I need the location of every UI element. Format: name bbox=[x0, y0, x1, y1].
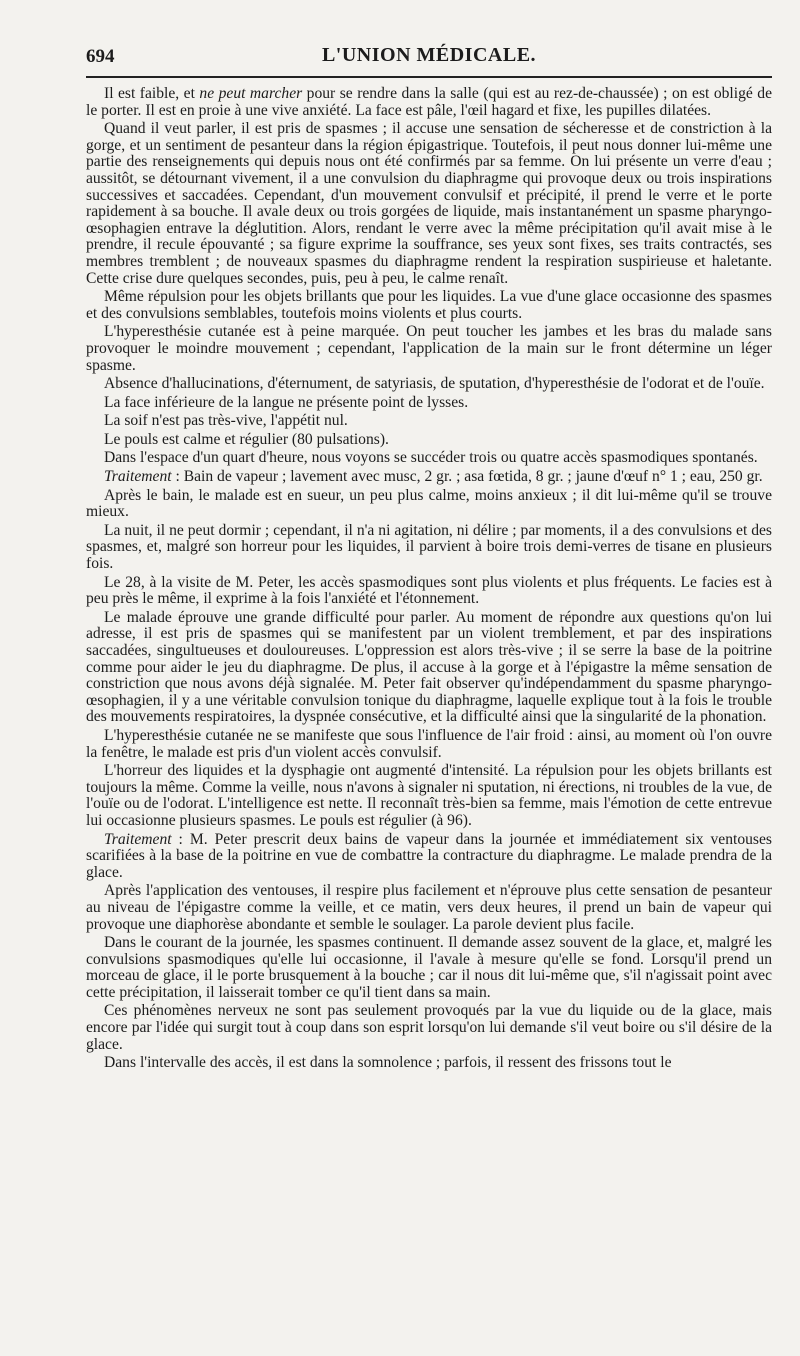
body-text bbox=[86, 86, 772, 1072]
paragraph bbox=[86, 289, 772, 322]
paragraph bbox=[86, 883, 772, 933]
paragraph-text: pour se rendre dans la salle (qui est au rez-de-chaussée) ; on est obligé de le porter. Il est en proie à une vive anxiété. La face est pâle, l'œil hagard et fixe, les pupilles dilatées. bbox=[86, 85, 772, 119]
paragraph bbox=[86, 432, 772, 449]
paragraph-text: Après l'application des ventouses, il respire plus facilement et n'éprouve plus cette sensation de pesanteur au niveau de l'épigastre comme la veille, et ce matin, vers deux heures, il prend un bain de vapeur qui provoque une diaphorèse abondante et semble le soulager. La parole devient plus facile. bbox=[86, 882, 772, 933]
page-number: 694 bbox=[86, 46, 115, 67]
paragraph-text: Le malade éprouve une grande difficulté pour parler. Au moment de répondre aux questions qu'on lui adresse, il est pris de spasmes qui se manifestent par un violent tremblement, et par des inspirations saccadées, singultueuses et douloureuses. L'oppression est alors très-vive ; il se serre la base de la poitrine comme pour aider le jeu du diaphragme. De plus, il accuse à la gorge et à l'épigastre la même sensation de constriction que nous avons déjà signalée. M. Peter fait observer qu'indépendamment du spasme pharyngo-œsophagien, il y a une véritable convulsion tonique du diaphragme, laquelle explique tout à la fois le trouble des mouvements respiratoires, la dyspnée consécutive, et la difficulté ainsi que la singularité de la phonation. bbox=[86, 608, 772, 726]
paragraph bbox=[86, 324, 772, 374]
italic-phrase: Traitement bbox=[104, 830, 172, 848]
running-title: L'UNION MÉDICALE. bbox=[321, 44, 537, 66]
page-header bbox=[86, 36, 772, 78]
paragraph-text: Il est faible, et bbox=[104, 85, 200, 102]
paragraph-text: La nuit, il ne peut dormir ; cependant, il n'a ni agitation, ni délire ; par moments, il a des convulsions et des spasmes, et, malgré son horreur pour les liquides, il parvient à boire trois demi-verres de tisane en plusieurs fois. bbox=[86, 521, 772, 573]
paragraph-text: Dans le courant de la journée, les spasmes continuent. Il demande assez souvent de la glace, et, malgré les convulsions spasmodiques qu'elle lui occasionne, il l'avale à mesure qu'elle se fond. Lorsqu'il prend un morceau de glace, il le porte brusquement à la bouche ; car il nous dit lui-même que, s'il n'agissait point avec cette précipitation, il laisserait tomber ce qu'il tient dans sa main. bbox=[86, 934, 772, 1001]
paragraph bbox=[86, 395, 772, 412]
paragraph-text: : M. Peter prescrit deux bains de vapeur dans la journée et immédiatement six ventouses scarifiées à la base de la poitrine en vue de combattre la contracture du diaphragme. Le malade prendra de la glace. bbox=[86, 830, 772, 881]
paragraph bbox=[86, 376, 772, 393]
paragraph-text: : Bain de vapeur ; lavement avec musc, 2 gr. ; asa fœtida, 8 gr. ; jaune d'œuf n° 1 ; eau, 250 gr. bbox=[171, 468, 763, 486]
paragraph-text: Dans l'intervalle des accès, il est dans la somnolence ; parfois, il ressent des frissons tout le bbox=[104, 1054, 672, 1072]
italic-phrase: ne peut marcher bbox=[199, 85, 303, 102]
paragraph-text: La face inférieure de la langue ne présente point de lysses. bbox=[104, 393, 469, 411]
paragraph bbox=[86, 469, 772, 486]
italic-phrase: Traitement bbox=[104, 468, 172, 486]
paragraph-text: Le pouls est calme et régulier (80 pulsations). bbox=[104, 430, 389, 448]
paragraph-text: Absence d'hallucinations, d'éternument, de satyriasis, de sputation, d'hyperesthésie de l'odorat et de l'ouïe. bbox=[104, 375, 765, 393]
paragraph bbox=[86, 488, 772, 521]
paragraph bbox=[86, 523, 772, 573]
paragraph-text: Ces phénomènes nerveux ne sont pas seulement provoqués par la vue du liquide ou de la glace, mais encore par l'idée qui surgit tout à coup dans son esprit lorsqu'on lui demande s'il veut boire ou s'il désire de la glace. bbox=[86, 1002, 772, 1053]
paragraph-text: L'horreur des liquides et la dysphagie ont augmenté d'intensité. La répulsion pour les objets brillants est toujours la même. Comme la veille, nous n'avons à signaler ni sputation, ni érections, ni troubles de la vue, de l'ouïe ou de l'odorat. L'intelligence est nette. Il reconnaît très-bien sa femme, mais l'émotion de cette entrevue lui occasionne plusieurs spasmes. Le pouls est régulier (à 96). bbox=[86, 762, 772, 829]
paragraph bbox=[86, 763, 772, 829]
paragraph bbox=[86, 1055, 772, 1072]
paragraph bbox=[86, 728, 772, 761]
paragraph bbox=[86, 121, 772, 287]
paragraph bbox=[86, 575, 772, 608]
paragraph-text: L'hyperesthésie cutanée est à peine marquée. On peut toucher les jambes et les bras du malade sans provoquer le moindre mouvement ; cependant, l'application de la main sur le front détermine un léger spasme. bbox=[86, 323, 772, 374]
paragraph-text: Après le bain, le malade est en sueur, un peu plus calme, moins anxieux ; il dit lui-même qu'il se trouve mieux. bbox=[86, 486, 772, 521]
paragraph-text: Même répulsion pour les objets brillants que pour les liquides. La vue d'une glace occasionne des spasmes et des convulsions semblables, toutefois moins violents et plus courts. bbox=[86, 288, 772, 322]
paragraph bbox=[86, 935, 772, 1001]
paragraph-text: Le 28, à la visite de M. Peter, les accès spasmodiques sont plus violents et plus fréquents. Le facies est à peu près le même, il exprime à la fois l'anxiété et l'étonnement. bbox=[86, 573, 772, 608]
paragraph-text: Dans l'espace d'un quart d'heure, nous voyons se succéder trois ou quatre accès spasmodiques spontanés. bbox=[104, 449, 758, 467]
paragraph bbox=[86, 610, 772, 726]
paragraph bbox=[86, 413, 772, 430]
paragraph-text: L'hyperesthésie cutanée ne se manifeste que sous l'influence de l'air froid : ainsi, au moment où l'on ouvre la fenêtre, le malade est pris d'un violent accès convulsif. bbox=[86, 726, 772, 761]
paragraph-text: Quand il veut parler, il est pris de spasmes ; il accuse une sensation de sécheresse et de constriction à la gorge, et un sentiment de pesanteur dans la région épigastrique. Toutefois, il peut nous donner lui-même une partie des renseignements qui depuis nous ont été confirmés par sa femme. On lui présente un verre d'eau ; aussitôt, se détournant vivement, il a une convulsion du diaphragme qui provoque deux ou trois inspirations successives et saccadées. Cependant, d'un mouvement convulsif et précipité, il prend le verre et le porte rapidement à sa bouche. Il avale deux ou trois gorgées de liquide, mais instantanément un spasme pharyngo-œsophagien entrave la déglutition. Alors, rendant le verre avec la même précipitation qu'il avait mise à le prendre, il recule épouvanté ; sa figure exprime la souffrance, ses yeux sont fixes, ses traits contractés, ses membres tremblent ; de nouveaux spasmes du diaphragme rendent la respiration suspirieuse et haletante. Cette crise dure quelques secondes, puis, peu à peu, le calme renaît. bbox=[86, 120, 772, 287]
paragraph bbox=[86, 86, 772, 119]
paragraph bbox=[86, 1003, 772, 1053]
paragraph bbox=[86, 832, 772, 882]
paragraph bbox=[86, 450, 772, 467]
paragraph-text: La soif n'est pas très-vive, l'appétit nul. bbox=[104, 412, 348, 430]
